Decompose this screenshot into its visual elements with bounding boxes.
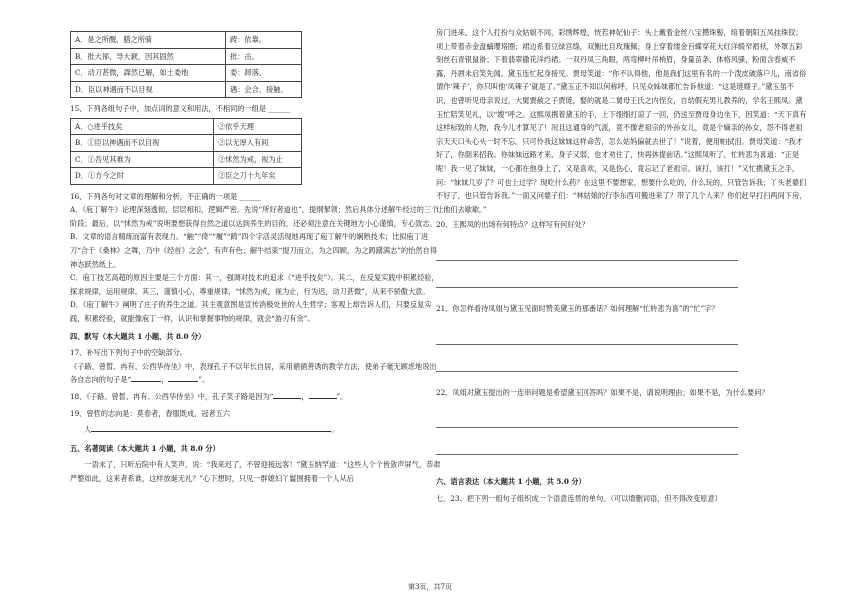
section-4-heading: 四、默写（本大题共 1 小题，共 8.0 分）	[70, 331, 206, 341]
q14-options-table	[70, 31, 302, 98]
answer-blank[interactable]	[273, 398, 301, 399]
punct: ，	[161, 375, 169, 385]
right-column	[436, 26, 808, 505]
page-footer: 第3页，共7页	[408, 583, 452, 591]
q17-text: 《子路、曾皙、冉有、公西华侍坐》中，表现孔子不以年长自居，采用循循善诱的教学方法，使弟子毫无顾虑地说出各自志向的句子是“	[70, 361, 437, 385]
table-cell: ②臣之刀十九年矣	[214, 168, 302, 185]
table-cell: ②依乎天理	[214, 118, 302, 135]
q18	[70, 390, 442, 404]
passage-start: 一语未了，只听后院中有人笑声，说：“我来迟了，不曾迎接远客！”黛玉纳罕道：“这些人个个皆敛声屏气，恭肃严整如此，这来者系谁，这样放诞无礼？”心下想时，只见一群媳妇丫鬟围拥着一个人从后	[70, 460, 441, 483]
answer-line[interactable]	[436, 275, 738, 288]
q15-options-table-wrap	[70, 118, 302, 185]
table-cell: ②以无厚入有间	[214, 135, 302, 152]
answer-blank[interactable]	[168, 381, 198, 382]
q15-stem: 15、下列各组句子中，加点词的意义和用法，不相同的一组是 ______	[70, 104, 290, 113]
table-cell: C．动刀甚微，謋然已解，如土委地	[71, 65, 226, 82]
q17-stem: 17、补写出下列句子中的空缺部分。	[70, 348, 187, 358]
answer-blank[interactable]	[309, 398, 337, 399]
left-column	[70, 26, 442, 485]
q18-text: 18、《子路、曾皙、冉有、公西华侍坐》中，孔子笑子路是因为“	[70, 391, 274, 401]
table-cell: A．○进乎技矣	[71, 118, 214, 135]
answer-line[interactable]	[436, 248, 738, 261]
table-cell: 遇：会合、接触。	[226, 81, 302, 98]
table-row	[71, 135, 302, 152]
punct: ”。	[198, 375, 210, 385]
passage-continued: 房门进来。这个人打扮与众姑娘不同，彩绣辉煌，恍若神妃仙子：头上戴着金丝八宝攒珠髻，绾着朝阳五凤挂珠钗；项上带着赤金盘螭璎珞圈；裙边系着豆绿宫绦，双衡比目玫瑰佩；身上穿着缕金百蝶穿花大红洋缎窄褃袄，外罩五彩刻丝石青银鼠褂；下着翡翠撒花洋绉裙。一双丹凤三角眼，两弯柳叶吊梢眉，身量苗条，体格风骚，粉面含春威不露，丹唇未启笑先闻。黛玉连忙起身接见。贾母笑道：“你不认得他，他是我们这里有名的一个泼皮破落户儿，南省俗谓作‘辣子’，你只叫他‘凤辣子’就是了。”黛玉正不知以何称呼，只见众姊妹都忙告诉他道：“这是琏嫂子。”黛玉虽不识，也曾听见母亲说过，大舅贾赦之子贾琏，娶的就是二舅母王氏之内侄女，自幼假充男儿教养的，学名王熙凤。黛玉忙陪笑见礼，以“嫂”呼之。这熙凤携着黛玉的手，上下细细打谅了一回，仍送至贾母身边坐下，因笑道：“天下真有这样标致的人物，我今儿才算见了！况且这通身的气派，竟不像老祖宗的外孙女儿，竟是个嫡亲的孙女，怨不得老祖宗天天口头心头一时不忘。只可怜我这妹妹这样命苦，怎么姑妈偏就去世了！”说着，便用帕拭泪。贾母笑道：“我才好了，你倒来招我。你妹妹远路才来，身子又弱，也才劝住了，快再休提前话。”这熙凤听了，忙转悲为喜道：“正是呢！我一见了妹妹，一心都在他身上了，又是喜欢，又是伤心，竟忘记了老祖宗。该打，该打！”又忙携黛玉之手，问：“妹妹几岁了？可也上过学？现吃什么药？在这里不要想家，想要什么吃的，什么玩的，只管告诉我；丫头老婆们不好了，也只管告诉我。”一面又问婆子们：“林姑娘的行李东西可搬进来了？带了几个人来？你们赶早打扫两间下房，让他们去歇歇。”	[436, 28, 807, 214]
table-cell: B．①臣以神遇而不以目视	[71, 135, 214, 152]
punct: ”。	[336, 391, 348, 401]
table-cell: 批：击。	[226, 48, 302, 65]
table-row	[71, 32, 302, 49]
table-cell: A．是之所醒，腊之所骑	[71, 32, 226, 49]
section-5-heading: 五、名著阅读（本大题共 1 小题，共 8.0 分）	[70, 443, 220, 453]
table-cell: D．①方今之时	[71, 168, 214, 185]
answer-blank[interactable]	[91, 431, 331, 432]
table-cell: C．①吾见其难为	[71, 151, 214, 168]
q21-stem: 21、你怎样看待凤姐与黛玉见面时赞美黛玉的那番话？如何理解“忙转悲为喜”的“忙”字？	[436, 303, 719, 313]
table-cell: 委：卸落。	[226, 65, 302, 82]
q14-options-table-wrap	[70, 31, 302, 98]
table-cell: 踌：依靠。	[226, 32, 302, 49]
table-row	[71, 65, 302, 82]
q16-option-a: A．《庖丁解牛》论理深刻透彻，层层相扣，逻辑严密。先说“所好者道也”，提纲挈领；然后具体分述解牛经过的三个阶段；最后，以“怵然为戒”说明要想获得自然之道以达到养生的目的，还必须注意在关键地方小心谨慎，专心致志。	[70, 205, 439, 228]
table-row	[71, 118, 302, 135]
q16-stem: 16、下列各句对文章的理解和分析，不正确的一项是 ______	[70, 191, 262, 201]
punct: 。	[331, 425, 339, 435]
table-cell: B．批大郤，导大窾，因其固然	[71, 48, 226, 65]
q17-item-1	[70, 360, 442, 387]
table-row	[71, 151, 302, 168]
q19-text: 人	[84, 425, 92, 435]
q16-option-d: D．《庖丁解牛》阐明了庄子的养生之道。其主观意图是宣传消极处世的人生哲学；客观上却告诉人们，只要反复实践，积累经验，就能像庖丁一样，认识和掌握事物的规律，就会“游刃有余”。	[70, 300, 432, 323]
section-7-heading: 七、23、把下列一组句子组织成一个语意连贯的单句。（可以增删词语，但不得改变原意）	[436, 493, 722, 503]
q16-option-b: B．文章的语言精练而富有表现力。“触”“倚”“履”“踦”四个字活灵活现地再现了庖丁解牛的娴熟技术；比拟庖丁进刀“合于《桑林》之舞，乃中《经首》之会”，有声有色；解牛结束“提刀而立，为之四顾，为之踌躇满志”的怡然自得神态跃然纸上。	[70, 232, 437, 269]
answer-line[interactable]	[436, 442, 738, 455]
table-cell: ②怵然为戒，视为止	[214, 151, 302, 168]
q19-text: 19、曾哲的志向是：莫春者，春服既成，冠者五六	[70, 408, 231, 418]
section-6-heading: 六、语言表达（本大题共 1 小题，共 5.0 分）	[436, 477, 586, 487]
answer-line[interactable]	[436, 332, 738, 345]
answer-line[interactable]	[436, 359, 738, 372]
q19-cont	[70, 423, 442, 437]
table-row	[71, 48, 302, 65]
q22-stem: 22、凤姐对黛玉提出的一连串问题是希望黛玉回答吗？如果不是，请说明理由；如果不是，为什么要问？	[436, 387, 769, 397]
answer-blank[interactable]	[131, 381, 161, 382]
answer-line[interactable]	[436, 415, 738, 428]
q19	[70, 407, 442, 421]
table-cell: D．臣以神遇而不以目视	[71, 81, 226, 98]
table-row	[71, 168, 302, 185]
punct: ，	[301, 391, 309, 401]
table-row	[71, 81, 302, 98]
q15-options-table	[70, 118, 302, 185]
q16-option-c: C．庖丁技艺高超的原因主要是三个方面：其一，强调对技术的追求（“进乎技矣”）。其二，在反复实践中积累经验，探求规律，运用规律。其三，谨慎小心，尊重规律，“怵然为戒，视为止，行为迟，动刀甚微”，从来不骄傲大意。	[70, 273, 439, 296]
q20-stem: 20、王熙凤的出场有何特点？这样写有何好处？	[436, 220, 589, 230]
